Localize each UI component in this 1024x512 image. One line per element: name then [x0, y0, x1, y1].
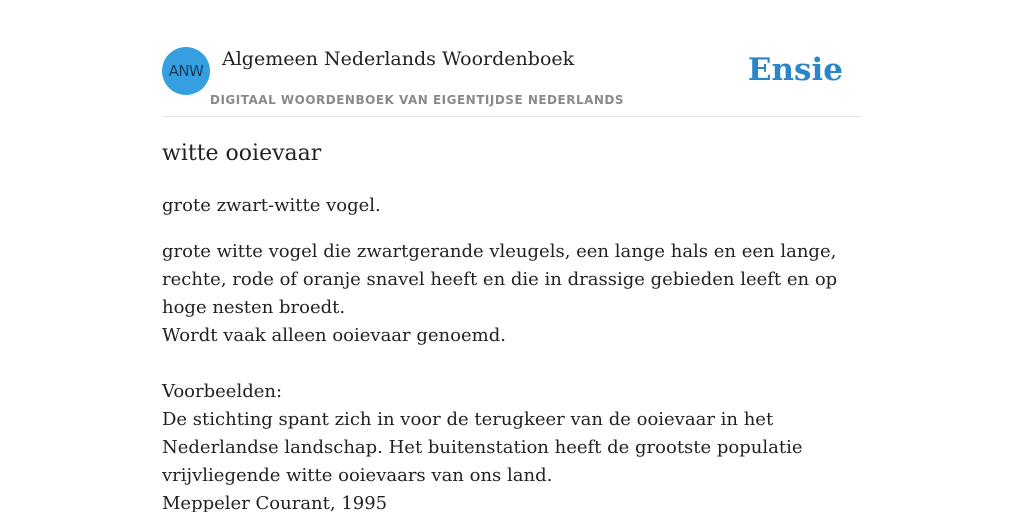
site-subtitle: DIGITAAL WOORDENBOEK VAN EIGENTIJDSE NEDERLANDS [210, 93, 625, 107]
usage-note: Wordt vaak alleen ooievaar genoemd. [162, 325, 506, 346]
entry-content [162, 138, 862, 512]
site-title[interactable]: Algemeen Nederlands Woordenboek [222, 48, 575, 70]
example-text: De stichting spant zich in voor de terugkeer van de ooievaar in het Nederlandse landschap. Het buitenstation heeft de grootste populatie vrijvliegende witte ooievaars van ons land. [162, 409, 803, 486]
short-definition: grote zwart-witte vogel. [162, 195, 381, 216]
examples-heading: Voorbeelden: [162, 381, 283, 402]
long-definition [162, 238, 862, 512]
anw-logo[interactable]: ANW [162, 47, 210, 95]
spacer [162, 350, 862, 378]
entry-term: witte ooievaar [162, 141, 322, 166]
example-source: Meppeler Courant, 1995 [162, 493, 388, 512]
ensie-brand-logo[interactable]: Ensie [747, 52, 843, 88]
definition-text: grote witte vogel die zwartgerande vleugels, een lange hals en een lange, rechte, rode of oranje snavel heeft en die in drassige gebieden leeft en op hoge nesten broedt. [162, 241, 838, 318]
site-header [162, 47, 862, 117]
